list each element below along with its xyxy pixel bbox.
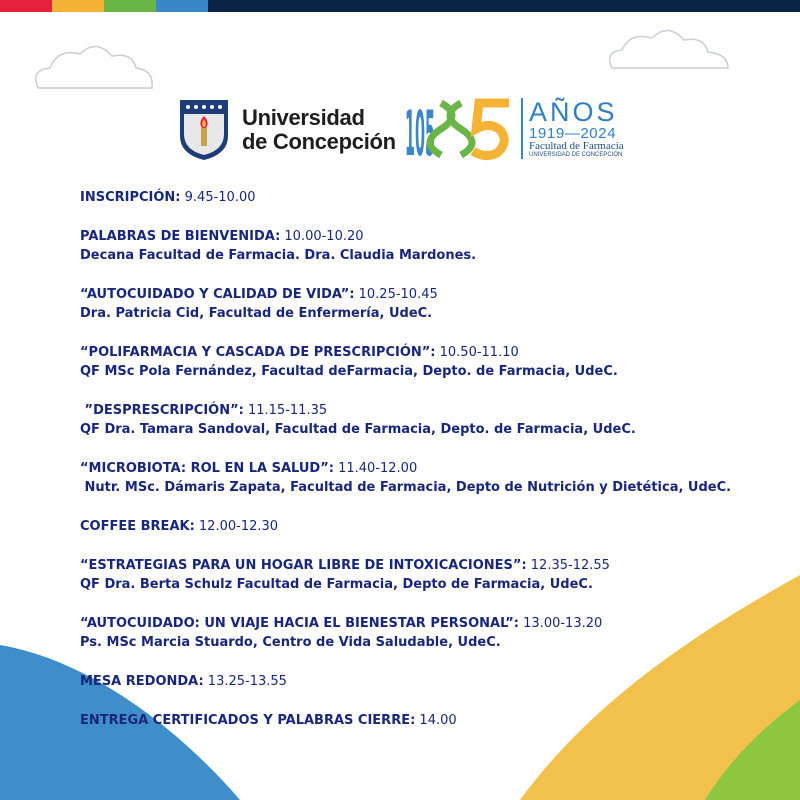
item-speaker: Nutr. MSc. Dámaris Zapata, Facultad de Farmacia, Depto de Nutrición y Dietética, UdeC. (80, 480, 732, 495)
anniversary-years: 1919—2024 (529, 125, 617, 142)
schedule-item (80, 285, 780, 323)
item-time: 14.00 (415, 713, 457, 728)
item-title: “ESTRATEGIAS PARA UN HOGAR LIBRE DE INTOXICACIONES”: (80, 558, 527, 573)
item-time: 12.35-12.55 (526, 558, 610, 573)
schedule-item (80, 343, 780, 381)
item-title: “POLIFARMACIA Y CASCADA DE PRESCRIPCIÓN”: (80, 345, 436, 360)
anniversary-text (521, 98, 624, 159)
item-title: ”DESPRESCRIPCIÓN”: (80, 403, 244, 418)
anniversary-faculty: Facultad de Farmacia (529, 140, 624, 152)
schedule-item (80, 556, 780, 594)
item-speaker: Ps. MSc Marcia Stuardo, Centro de Vida Saludable, UdeC. (80, 635, 501, 650)
anniversary-university: UNIVERSIDAD DE CONCEPCIÓN (529, 152, 623, 158)
schedule-item (80, 614, 780, 652)
udec-line2: de Concepción (242, 129, 396, 154)
schedule-item (80, 401, 780, 439)
item-speaker: Dra. Patricia Cid, Facultad de Enfermería, UdeC. (80, 306, 433, 321)
item-time: 10.00-10.20 (280, 229, 364, 244)
schedule-item (80, 672, 780, 691)
item-time: 11.40-12.00 (333, 461, 418, 476)
udec-shield-icon (178, 98, 230, 162)
item-title: INSCRIPCIÓN: (80, 190, 181, 205)
item-time: 12.00-12.30 (194, 519, 279, 534)
schedule-item (80, 227, 780, 265)
item-title: “AUTOCUIDADO Y CALIDAD DE VIDA”: (80, 287, 355, 302)
item-title: PALABRAS DE BIENVENIDA: (80, 229, 281, 244)
udec-line1: Universidad (242, 105, 365, 130)
schedule-item (80, 711, 780, 730)
udec-logo (178, 98, 396, 162)
item-speaker: QF Dra. Tamara Sandoval, Facultad de Farmacia, Depto. de Farmacia, UdeC. (80, 422, 636, 437)
item-title: “AUTOCUIDADO: UN VIAJE HACIA EL BIENESTAR PERSONAL”: (80, 616, 520, 631)
anniversary-title: AÑOS (529, 97, 618, 127)
item-time: 9.45-10.00 (180, 190, 256, 205)
anniversary-digits-icon (405, 96, 513, 170)
schedule-item (80, 188, 780, 207)
cloud-icon-left (36, 46, 152, 88)
item-title: MESA REDONDA: (80, 674, 204, 689)
cloud-icon-right (610, 30, 728, 68)
schedule-item (80, 459, 780, 497)
item-time: 11.15-11.35 (243, 403, 328, 418)
program-schedule (80, 188, 780, 750)
item-time: 10.50-11.10 (435, 345, 519, 360)
item-title: ENTREGA CERTIFICADOS Y PALABRAS CIERRE: (80, 713, 416, 728)
item-time: 13.25-13.55 (203, 674, 287, 689)
item-title: “MICROBIOTA: ROL EN LA SALUD”: (80, 461, 334, 476)
item-speaker: QF MSc Pola Fernández, Facultad deFarmacia, Depto. de Farmacia, UdeC. (80, 364, 618, 379)
item-time: 13.00-13.20 (519, 616, 603, 631)
item-title: COFFEE BREAK: (80, 519, 195, 534)
anniversary-logo (405, 96, 624, 170)
udec-wordmark (242, 106, 396, 154)
item-time: 10.25-10.45 (354, 287, 438, 302)
item-speaker: QF Dra. Berta Schulz Facultad de Farmacia, Depto de Farmacia, UdeC. (80, 577, 593, 592)
digit-one: 105 (405, 96, 435, 170)
schedule-item (80, 517, 780, 536)
item-speaker: Decana Facultad de Farmacia. Dra. Claudia Mardones. (80, 248, 477, 263)
